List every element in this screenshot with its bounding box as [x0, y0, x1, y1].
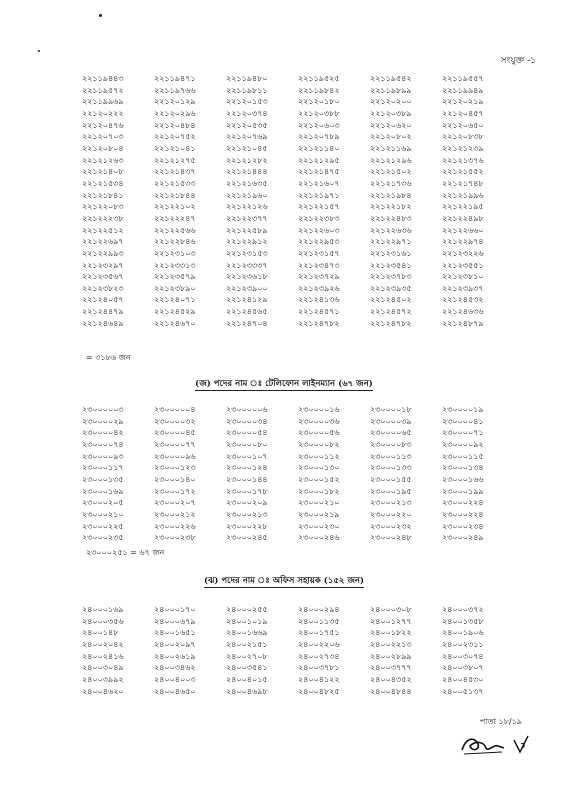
- roll-number: ২২১২১৫০২: [370, 167, 412, 177]
- roll-number: ২৩০০০১৩৩: [370, 463, 412, 473]
- roll-number: ২৩০০০২৪৯: [442, 533, 484, 543]
- roll-number: ২৪০০৫১৩৭: [442, 686, 484, 696]
- roll-number: ২২১২৪৪৭৯: [82, 307, 124, 317]
- roll-number: ২৪০০১১৩৫: [298, 616, 340, 626]
- roll-number: ২৪০০৪৬৫০: [154, 686, 196, 696]
- roll-number: ২২১২১২৯৬: [370, 155, 412, 165]
- roll-number: ২৪০০১০১৯: [226, 616, 268, 626]
- roll-number: ২৩০০০১৯৫: [370, 486, 412, 496]
- roll-number: ২৪০০৩০৪৯: [82, 663, 124, 673]
- roll-number: ২৩০০০০০৬: [226, 405, 268, 414]
- roll-number: ২৩০০০২৪৫: [226, 533, 268, 543]
- roll-number: ২২১২১৭৪৮: [442, 178, 484, 188]
- roll-number: ২৩০০০১১৫: [442, 451, 484, 461]
- roll-number: ২৪০০১৬৫১: [154, 628, 196, 638]
- roll-number: ২৩০০০১৩৪: [442, 463, 484, 473]
- roll-number: ২৪০০১৮২২: [370, 628, 412, 638]
- roll-number: ২২১২০৪৫৭: [442, 108, 484, 118]
- roll-number: ২৩০০০২৩২: [370, 521, 412, 531]
- roll-number: ২২১২০৬৫০: [442, 120, 484, 130]
- section3-heading-text: (ঝ) পদের নাম ঃ অফিস সহায়ক (১৫২ জন): [203, 576, 365, 586]
- section2-heading-text: (জ) পদের নাম ঃ টেলিফোন লাইনম্যান (৬৭ জন): [195, 379, 373, 389]
- roll-number: ২২১২১৮৪১: [82, 190, 124, 200]
- roll-number: ২২১২০৩৮৮: [298, 108, 340, 118]
- roll-number: ২২১২১৪৭৫: [298, 167, 340, 177]
- roll-number: ২৪০০২২১৩: [370, 639, 412, 649]
- roll-number: ২৩০০০১৫২: [298, 474, 340, 484]
- roll-number: ২৩০০০০৪১: [442, 416, 484, 426]
- roll-number: ২৪০০২০৯৭: [154, 639, 196, 649]
- roll-number: ২২১২০৭৮৯: [298, 132, 340, 142]
- page-number: পাতা ১৮/১৯: [479, 717, 522, 726]
- roll-number: ২৩০০০২০৭: [154, 498, 196, 508]
- roll-number: ২২১১৯৫২৫: [298, 74, 340, 83]
- roll-number: ২২১২১৫৩৩: [154, 178, 196, 188]
- roll-number: ২২১২৩৫৪১: [370, 260, 412, 270]
- roll-number: ২২১২১১৬৯: [370, 143, 412, 153]
- roll-number: ২২১২৪৬৭০: [154, 318, 196, 328]
- section1-total: = ৩১৮৬ জন: [86, 353, 131, 362]
- roll-number: ২৪০০৩৫৪১: [226, 663, 268, 673]
- roll-number: ২২১২১৯৬০: [226, 190, 268, 200]
- roll-number: ২২১২৩৫৫১: [442, 260, 484, 270]
- roll-table-1: [82, 73, 514, 329]
- roll-number: ২৩০০০১৩০: [298, 463, 340, 473]
- roll-number: ২২১২১৫৩৪: [82, 178, 124, 188]
- roll-number: ২২১২৩৮১০: [442, 272, 484, 282]
- roll-number: ২২১২১২৩৯: [442, 143, 484, 153]
- roll-number: ২২১২১৮৪৪: [154, 190, 196, 200]
- roll-number: ২৩০০০১৭৮: [226, 486, 268, 496]
- roll-number: ২২১২০৪৮৪: [154, 120, 196, 130]
- roll-number: ২৩০০০০০৩: [82, 405, 124, 414]
- roll-number: ২৪০০১৯০৬: [442, 628, 484, 638]
- roll-number: ২৪০০২১৫১: [226, 639, 268, 649]
- roll-number: ২২১২১৭৩৬: [370, 178, 412, 188]
- roll-number: ২২১২৪৫৭২: [370, 307, 412, 317]
- roll-number: ২২১২২৪৮৩: [370, 213, 412, 223]
- roll-number: ২৩০০০০৩২: [154, 416, 196, 426]
- roll-number: ২২১২২৬০৩: [298, 225, 340, 235]
- section3-heading: [0, 574, 568, 588]
- roll-number: ২৩০০০২১২: [154, 509, 196, 519]
- roll-number: ২৪০০৪৬২০: [82, 686, 124, 696]
- roll-number: ২৪০০১২৭৭: [370, 616, 412, 626]
- roll-number: ২২১২২৯৯৩: [82, 248, 124, 258]
- roll-number: ২৪০০২৬১৯: [154, 651, 196, 661]
- roll-number: ২২১২২৮৪৬: [154, 237, 196, 247]
- roll-number: ২৩০০০০১৮: [370, 405, 412, 414]
- roll-number: ২২১২২১২৬: [226, 202, 268, 212]
- roll-number: ২৪০০০৬৭৯: [154, 616, 196, 626]
- roll-number: ২২১২১৬০৭: [298, 178, 340, 188]
- roll-number: ২২১১৯৪৭১: [154, 74, 196, 83]
- roll-number: ২২১২২৬৬০: [442, 225, 484, 235]
- roll-number: ২২১২৩৩১৩: [154, 260, 196, 270]
- roll-number: ২২১২৩৯৩৭: [442, 283, 484, 293]
- roll-number: ২৩০০০২১০: [82, 509, 124, 519]
- roll-number: ২৪০০৩৭৮১: [298, 663, 340, 673]
- roll-number: ২২১২৩২৯৭: [82, 260, 124, 270]
- roll-number: ২৩০০০২১০: [298, 498, 340, 508]
- roll-number: ২৩০০০২৩৮: [154, 533, 196, 543]
- roll-number: ২৩০০০০৯২: [442, 439, 484, 449]
- roll-number: ২৪০০৪৫৩০: [442, 674, 484, 684]
- roll-number: ২২১২৪৮৭৯: [442, 318, 484, 328]
- roll-number: ২২১২৩১৬১: [370, 248, 412, 258]
- roll-number: ২২১২৩৭২৯: [298, 272, 340, 282]
- roll-number: ২৩০০০১৭২: [154, 486, 196, 496]
- roll-number: ২৩০০০০৬৫: [370, 428, 412, 438]
- roll-number: ২৪০০২৪১৬: [82, 651, 124, 661]
- roll-number: ২২১২৪৬৩৬: [442, 307, 484, 317]
- roll-number: ২২১২১২৬৩: [82, 155, 124, 165]
- roll-number: ২২১২৩১৫৩: [226, 248, 268, 258]
- roll-number: ২৩০০০০৮২: [298, 439, 340, 449]
- roll-number: ২২১২২০৮৩: [82, 202, 124, 212]
- roll-number: ২৩০০০০৭১: [442, 428, 484, 438]
- roll-number: ২৪০০৪০০৩: [154, 674, 196, 684]
- roll-number: ২২১২৩৯০০: [226, 283, 268, 293]
- roll-number: ২২১২০২৯৬: [154, 108, 196, 118]
- roll-number: ২২১২০৩৮৯: [370, 108, 412, 118]
- roll-number: ২২১২২৫৮৯: [226, 225, 268, 235]
- roll-number: ২২১২৩৩৩৭: [226, 260, 268, 270]
- roll-number: ২৪০০০১৬৯: [82, 605, 124, 614]
- roll-number: ২২১২২৬৩৬: [370, 225, 412, 235]
- roll-number: ২৩০০০০৮০: [226, 439, 268, 449]
- roll-number: ২৩০০০০১৯: [442, 405, 484, 414]
- roll-number: ২৪০০০৩৫৬: [82, 616, 124, 626]
- roll-number: ২২১২২৫১২: [82, 225, 124, 235]
- roll-number: ২৩০০০২২৮: [226, 521, 268, 531]
- roll-number: ২২১১৯৪৮০: [226, 74, 268, 83]
- roll-number: ২২১২২১০২: [154, 202, 196, 212]
- roll-number: ২৩০০০২৩০: [298, 521, 340, 531]
- roll-number: ২৩০০০০৮৩: [370, 439, 412, 449]
- roll-number: ২২১২০৭০৩: [82, 132, 124, 142]
- roll-number: ২২১২২৪৯৮: [442, 213, 484, 223]
- roll-number: ২৩০০০১৬৬: [442, 474, 484, 484]
- section2-heading: [0, 377, 568, 391]
- roll-table-3: [82, 604, 514, 697]
- roll-number: ২৪০০১৪৮: [82, 628, 119, 638]
- roll-number: ২৩০০০১৮২: [298, 486, 340, 496]
- roll-number: ২৪০০৩৭৭৭: [370, 663, 412, 673]
- roll-number: ২২১২০৭৬৯: [226, 132, 268, 142]
- roll-number: ২৩০০০২২৪: [442, 498, 484, 508]
- roll-number: ২৪০০১৩৫৮: [442, 616, 484, 626]
- roll-number: ২২১২১২৭৫: [154, 155, 196, 165]
- roll-number: ২৩০০০২৪৮: [370, 533, 412, 543]
- roll-number: ২৩০০০২৩৫: [82, 533, 124, 543]
- roll-number: ২২১১৯৮১১: [226, 85, 268, 95]
- roll-number: ২৩০০০২২০: [370, 509, 412, 519]
- roll-number: ২২১২২৯৭৪: [442, 237, 484, 247]
- roll-number: ২৪০০০১৭০: [154, 605, 196, 614]
- roll-number: ২৩০০০২৪৬: [298, 533, 340, 543]
- roll-number: ২২১২২৯৫৩: [298, 237, 340, 247]
- roll-number: ২২১২৪০৭১: [154, 295, 196, 305]
- roll-number: ২২১১৯৭৬৬: [154, 85, 196, 95]
- roll-number: ২২১২০৩৭৪: [226, 108, 268, 118]
- roll-number: ২৩০০০১৫৫: [370, 474, 412, 484]
- roll-number: ২২১২৩৫৭৯: [154, 272, 196, 282]
- roll-number: ২৩০০০০৩৪: [226, 416, 268, 426]
- roll-number: ২২১১৯৮৯৯: [370, 85, 412, 95]
- roll-number: ২২১২০৬০৩: [298, 120, 340, 130]
- roll-number: ২২১২৪৭৮২: [370, 318, 412, 328]
- roll-number: ২২১১৯৯৬৯: [82, 97, 124, 107]
- roll-number: ২২১২২১৮২: [370, 202, 412, 212]
- roll-number: ২২১২৪৫০২: [370, 295, 412, 305]
- roll-number: ২২১১৯৫৫৭: [442, 74, 484, 83]
- roll-table-2: [82, 404, 514, 544]
- signature-mark: [458, 732, 538, 758]
- roll-number: ২৩০০০২২৪: [442, 509, 484, 519]
- roll-number: ২৩০০০০৪৫: [154, 428, 196, 438]
- roll-number: ২৪০০৩৪৬২: [154, 663, 196, 673]
- roll-number: ২২১২৩৮২৩: [82, 283, 124, 293]
- roll-number: ২৩০০০১৩৫: [82, 474, 124, 484]
- roll-number: ২২১১৯৯৪৯: [442, 85, 484, 95]
- roll-number: ২৩০০০০৩৯: [370, 416, 412, 426]
- roll-number: ২২১২০৫৩৫: [226, 120, 268, 130]
- roll-number: ২২১২২৫৬৬: [154, 225, 196, 235]
- roll-number: ২২১২০১২৯: [154, 97, 196, 107]
- roll-number: ২৪০০০২৯৪: [298, 605, 340, 614]
- roll-number: ২২১২২৯৭১: [370, 237, 412, 247]
- roll-number: ২২১২৩৯২৬: [298, 283, 340, 293]
- roll-number: ২৩০০০২১৯: [298, 509, 340, 519]
- roll-number: ২৩০০০০৪২: [82, 428, 124, 438]
- roll-number: ২৪০০২৭০৮: [226, 651, 268, 661]
- roll-number: ২২১২০৪৭৬: [82, 120, 124, 130]
- roll-number: ২২১২০৮৩৮: [442, 132, 484, 142]
- roll-number: ২২১২১১৪০: [298, 143, 340, 153]
- roll-number: ২৪০০১৬৬৯: [226, 628, 268, 638]
- roll-number: ২৪০০২৭৩৪: [298, 651, 340, 661]
- roll-number: ২২১২৪৭০৪: [226, 318, 268, 328]
- roll-number: ২২১২০৮০২: [370, 132, 412, 142]
- roll-number: ২২১২০২১৯: [442, 97, 484, 107]
- roll-number: ২৩০০০১১৭: [82, 463, 124, 473]
- roll-number: ২৩০০০০১৬: [298, 405, 340, 414]
- roll-number: ২৩০০০২১৩: [370, 498, 412, 508]
- roll-number: ২৩০০০২১৩: [226, 509, 268, 519]
- roll-number: ২৩০০০০৫৪: [226, 428, 268, 438]
- roll-number: ২৪০০৪৮২৫: [298, 686, 340, 696]
- roll-number: ২৩০০০২০৯: [226, 498, 268, 508]
- roll-number: ২২১২৪১৩৬: [298, 295, 340, 305]
- roll-number: ২২১২৩২২৬: [442, 248, 484, 258]
- annex-label: সংযুক্ত -১: [500, 56, 536, 66]
- roll-number: ২২১২১৯৮৪: [370, 190, 412, 200]
- roll-number: ২৩০০০১৪০: [154, 474, 196, 484]
- roll-number: ২৪০০২৩১১: [442, 639, 484, 649]
- roll-number: ২৩০০০১১২: [298, 451, 340, 461]
- roll-number: ২২১২৪৬৪৯: [82, 318, 124, 328]
- roll-number: ২২১২১৫৫২: [442, 167, 484, 177]
- roll-number: ২২১২১৬৩৫: [226, 178, 268, 188]
- roll-number: ২২১২৩১৫৭: [298, 248, 340, 258]
- roll-number: ২৪০০৪৮৪৪: [370, 686, 412, 696]
- roll-number: ২৩০০০০০৪: [154, 405, 196, 414]
- roll-number: ২৩০০০১১৩: [370, 451, 412, 461]
- roll-number: ২২১২১৪৪৪: [226, 167, 268, 177]
- roll-number: ২৩০০০০২৯: [82, 416, 124, 426]
- roll-number: ২২১২১৪০৮: [82, 167, 124, 177]
- roll-number: ২২১২২৩৮৩: [298, 213, 340, 223]
- scan-speck: [38, 50, 40, 52]
- roll-number: ২৪০০৪৩৫২: [370, 674, 412, 684]
- roll-number: ২২১২৩৯৩৫: [370, 283, 412, 293]
- roll-number: ২২১২১৩৭৬: [442, 155, 484, 165]
- roll-number: ২২১২০৭৫২: [154, 132, 196, 142]
- roll-number: ২৩০০০১২৪: [226, 463, 268, 473]
- roll-number: ২২১২৩৭৮৩: [370, 272, 412, 282]
- roll-number: ২৪০০০৩৭২: [442, 605, 484, 614]
- roll-number: ২২১২০২০০: [370, 97, 412, 107]
- roll-number: ২৩০০০০৯৬: [154, 451, 196, 461]
- roll-number: ২২১২৪৫২৯: [154, 307, 196, 317]
- roll-number: ২২১২৪৭৮২: [298, 318, 340, 328]
- roll-number: ২৪০০৪১২২: [298, 674, 340, 684]
- roll-number: ২২১২১২৮২: [226, 155, 268, 165]
- roll-number: ২২১২১৯৭১: [298, 190, 340, 200]
- roll-number: ২৩০০০১৯৯: [442, 486, 484, 496]
- roll-number: ২৩০০০০৩৬: [298, 416, 340, 426]
- roll-number: ২৪০০৩৯৯২: [82, 674, 124, 684]
- roll-number: ২৩০০০০৭৭: [154, 439, 196, 449]
- roll-number: ২২১২০৬২০: [370, 120, 412, 130]
- roll-number: ২২১২১০৪৫: [226, 143, 268, 153]
- roll-number: ২২১২২১৯৫: [442, 202, 484, 212]
- roll-number: ২২১২৩৮৯০: [154, 283, 196, 293]
- roll-number: ২৪০০২৮৯৯: [370, 651, 412, 661]
- roll-number: ২২১২১৪৩৭: [154, 167, 196, 177]
- roll-number: ২২১২৩৪৭৩: [298, 260, 340, 270]
- roll-number: ২২১২৪৫৭১: [298, 307, 340, 317]
- roll-number: ২৩০০০২০৫: [82, 498, 124, 508]
- roll-number: ২৩০০০২২৬: [154, 521, 196, 531]
- roll-number: ২২১২৩৫৬৭: [82, 272, 124, 282]
- section2-total: ২৩০০০২৫১ = ৬৭ জন: [86, 548, 165, 557]
- roll-number: ২২১২২১৫৭: [298, 202, 340, 212]
- roll-number: ২২১২১২৯৫: [298, 155, 340, 165]
- roll-number: ২২১২২৩৭৭: [226, 213, 268, 223]
- roll-number: ২২১২৪১২৯: [226, 295, 268, 305]
- roll-number: ২২১২০১৮০: [298, 97, 340, 107]
- roll-number: ২৩০০০০৫৬: [298, 428, 340, 438]
- roll-number: ২৪০০৪৬৯৮: [226, 686, 268, 696]
- roll-number: ২৩০০০১০৭: [226, 451, 268, 461]
- roll-number: ২৪০০৪০১৫: [226, 674, 268, 684]
- roll-number: ২৩০০০১৬৯: [82, 486, 124, 496]
- roll-number: ২২১২১৯৯৬: [442, 190, 484, 200]
- roll-number: ২২১২০৮০৪: [82, 143, 124, 153]
- roll-number: ২৪০০০৩০৮: [370, 605, 412, 614]
- roll-number: ২২১২২২৪৭: [154, 213, 196, 223]
- roll-number: ২২১১৯৫৭২: [82, 85, 124, 95]
- roll-number: ২৩০০০০৯৩: [82, 451, 124, 461]
- roll-number: ২৪০০২০৪২: [82, 639, 124, 649]
- roll-number: ২৩০০০২২৫: [82, 521, 124, 531]
- roll-number: ২৩০০০০৭৪: [82, 439, 124, 449]
- roll-number: ২৪০০৩৮০৭: [442, 663, 484, 673]
- scan-speck: [99, 14, 102, 17]
- roll-number: ২৩০০০১২৩: [154, 463, 196, 473]
- roll-number: ২২১২১০৪১: [154, 143, 196, 153]
- roll-number: ২২১২২২৩৮: [82, 213, 124, 223]
- roll-number: ২২১১৯৮৪২: [298, 85, 340, 95]
- roll-number: ২২১২২৬৯৭: [82, 237, 124, 247]
- roll-number: ২২১২৪৫৩২: [442, 295, 484, 305]
- roll-number: ২২১২০২২২: [82, 108, 124, 118]
- roll-number: ২২১২২৯১২: [226, 237, 268, 247]
- roll-number: ২৪০০৩০৭৪: [442, 651, 484, 661]
- roll-number: ২২১২৪৫৬৫: [226, 307, 268, 317]
- roll-number: ২২১১৯৪৪৩: [82, 74, 124, 83]
- roll-number: ২২১২৩৬১৮: [226, 272, 268, 282]
- roll-number: ২৪০০০২৫৫: [226, 605, 268, 614]
- roll-number: ২৪০০১৭৫১: [298, 628, 340, 638]
- roll-number: ২৩০০০২৩৪: [442, 521, 484, 531]
- roll-number: ২৩০০০১৪৪: [226, 474, 268, 484]
- roll-number: ২৪০০২২০৬: [298, 639, 340, 649]
- roll-number: ২২১২৪০৫৭: [82, 295, 124, 305]
- roll-number: ২২১২৩১০৩: [154, 248, 196, 258]
- roll-number: ২২১২০১৫৩: [226, 97, 268, 107]
- roll-number: ২২১১৯৫৪২: [370, 74, 412, 83]
